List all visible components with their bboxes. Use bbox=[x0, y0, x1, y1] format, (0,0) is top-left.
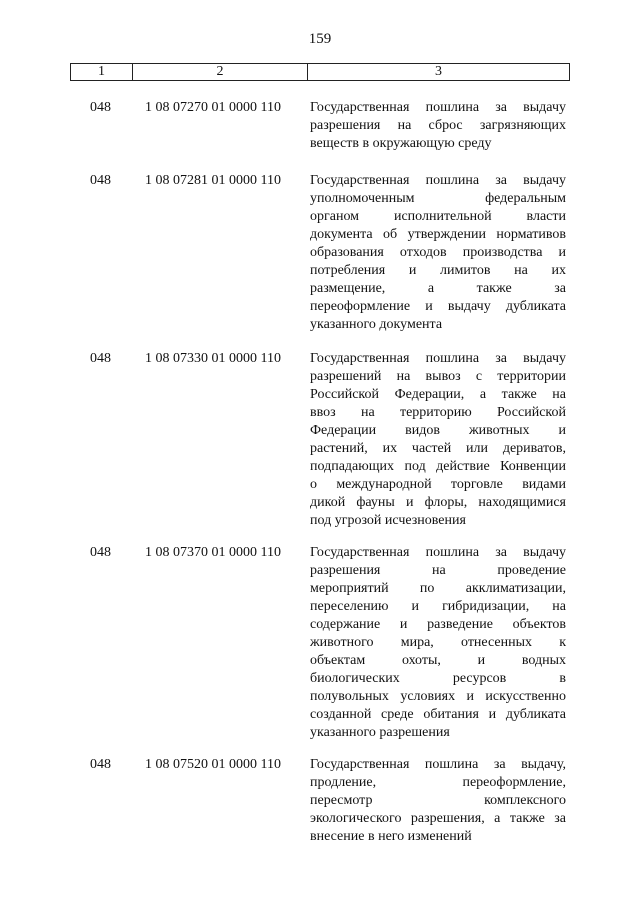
table-header bbox=[70, 63, 570, 81]
description-line: Государственная пошлина за выдачу bbox=[310, 173, 566, 188]
description-line: органом исполнительной власти bbox=[310, 209, 566, 224]
description-line: Государственная пошлина за выдачу bbox=[310, 351, 566, 366]
description bbox=[310, 99, 566, 153]
description-line: уполномоченным федеральным bbox=[310, 191, 566, 206]
description bbox=[310, 350, 566, 530]
description-line: переоформление и выдачу дубликата bbox=[310, 299, 566, 314]
kbk-code: 1 08 07330 01 0000 110 bbox=[145, 351, 281, 366]
admin-code: 048 bbox=[90, 173, 111, 188]
description-line: Федерации видов животных и bbox=[310, 423, 566, 438]
header-col-2: 2 bbox=[133, 64, 308, 80]
description-line: разрешения на проведение bbox=[310, 563, 566, 578]
description bbox=[310, 756, 566, 846]
kbk-code: 1 08 07520 01 0000 110 bbox=[145, 757, 281, 772]
kbk-code: 1 08 07270 01 0000 110 bbox=[145, 100, 281, 115]
description-line: указанного разрешения bbox=[310, 725, 450, 740]
description-line: переселению и гибридизации, на bbox=[310, 599, 566, 614]
admin-code: 048 bbox=[90, 100, 111, 115]
description bbox=[310, 172, 566, 334]
description-line: Российской Федерации, а также на bbox=[310, 387, 566, 402]
header-col-1: 1 bbox=[71, 64, 133, 80]
header-col-3: 3 bbox=[435, 64, 442, 79]
kbk-code: 1 08 07281 01 0000 110 bbox=[145, 173, 281, 188]
description-line: животного мира, отнесенных к bbox=[310, 635, 566, 650]
description-line: экологического разрешения, а также за bbox=[310, 811, 566, 826]
description-line: внесение в него изменений bbox=[310, 829, 472, 844]
kbk-code: 1 08 07370 01 0000 110 bbox=[145, 545, 281, 560]
description-line: растений, их частей или дериватов, bbox=[310, 441, 566, 456]
description-line: разрешений на вывоз с территории bbox=[310, 369, 566, 384]
page-number: 159 bbox=[308, 31, 332, 47]
description-line: размещение, а также за bbox=[310, 281, 566, 296]
description-line: продление, переоформление, bbox=[310, 775, 566, 790]
description-line: ввоз на территорию Российской bbox=[310, 405, 566, 420]
description-line: образования отходов производства и bbox=[310, 245, 566, 260]
description-line: полувольных условиях и искусственно bbox=[310, 689, 566, 704]
description-line: объектам охоты, и водных bbox=[310, 653, 566, 668]
description-line: разрешения на сброс загрязняющих bbox=[310, 118, 566, 133]
description-line: Государственная пошлина за выдачу, bbox=[310, 757, 566, 772]
description-line: Государственная пошлина за выдачу bbox=[310, 100, 566, 115]
description-line: указанного документа bbox=[310, 317, 443, 332]
description-line: потребления и лимитов на их bbox=[310, 263, 566, 278]
admin-code: 048 bbox=[90, 545, 111, 560]
description-line: под угрозой исчезновения bbox=[310, 513, 466, 528]
description-line: документа об утверждении нормативов bbox=[310, 227, 566, 242]
description bbox=[310, 544, 566, 742]
description-line: Государственная пошлина за выдачу bbox=[310, 545, 566, 560]
admin-code: 048 bbox=[90, 351, 111, 366]
description-line: содержание и разведение объектов bbox=[310, 617, 566, 632]
description-line: дикой фауны и флоры, находящимися bbox=[310, 495, 566, 510]
description-line: подпадающих под действие Конвенции bbox=[310, 459, 566, 474]
description-line: созданной среде обитания и дубликата bbox=[310, 707, 566, 722]
admin-code: 048 bbox=[90, 757, 111, 772]
description-line: веществ в окружающую среду bbox=[310, 136, 492, 151]
description-line: пересмотр комплексного bbox=[310, 793, 566, 808]
description-line: мероприятий по акклиматизации, bbox=[310, 581, 566, 596]
description-line: биологических ресурсов в bbox=[310, 671, 566, 686]
description-line: о международной торговле видами bbox=[310, 477, 566, 492]
